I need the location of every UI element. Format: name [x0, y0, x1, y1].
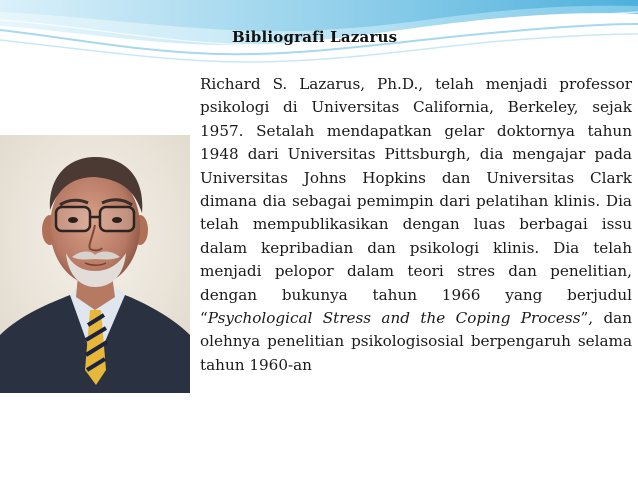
bio-text-part1: Richard S. Lazarus, Ph.D., telah menjadi professor psikologi di Universitas California, Berkeley, sejak 1957. Setalah mendapatkan gelar doktornya tahun 1948 dari Universitas Pittsburgh, dia mengajar pada Universitas Johns Hopkins dan Universitas Clark dimana dia sebagai pemimpin dari pelatihan klinis. Dia telah mempublikasikan dengan luas berbagai issu dalam kepribadian dan psikologi klinis. Dia telah menjadi pelopor dalam teori stres dan penelitian, dengan bukunya tahun 1966 yang berjudul “ [200, 75, 632, 328]
biography-text [200, 73, 632, 377]
slide-title: Bibliografi Lazarus [232, 28, 398, 46]
bio-text-part2: ”, dan olehnya penelitian psikologisosial berpengaruh selama tahun 1960-an [200, 309, 633, 374]
book-title: Psychological Stress and the Coping Process [207, 309, 581, 328]
portrait-photo [0, 135, 190, 393]
